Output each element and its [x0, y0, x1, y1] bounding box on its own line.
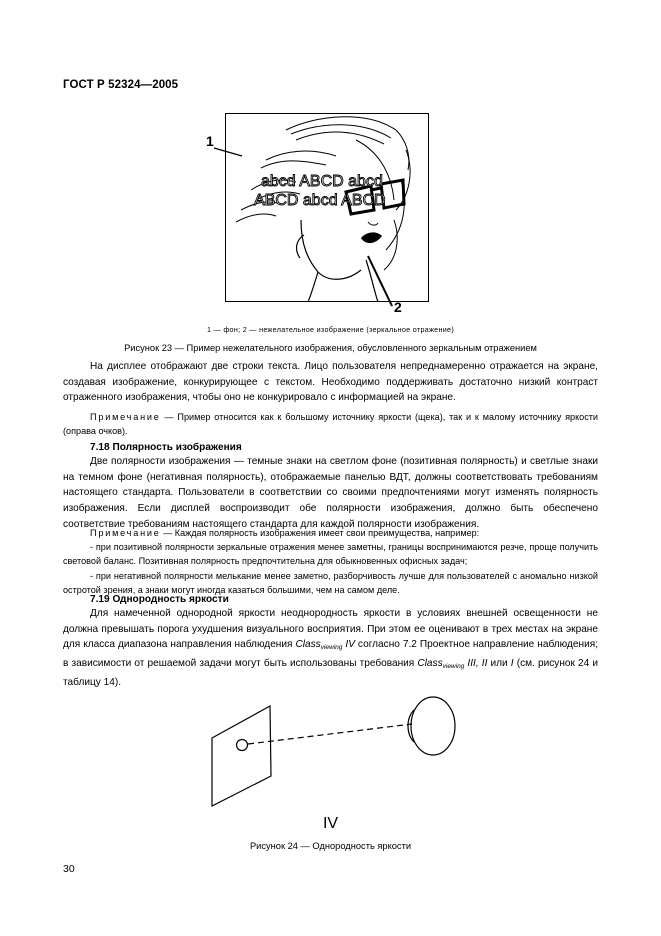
section-7-19-heading: 7.19 Однородность яркости — [90, 594, 229, 605]
section-7-18-text: Две полярности изображения — темные знаки на светлом фоне (позитивная полярность) и светлые знаки на темном фоне (негативная полярность), отображаемые панелью ВДТ, должны соответствовать требованиям настоящего стандарта. Пользователи в соответствии со своими предпочтениями могут изменять полярность изображения. Если дисплей воспроизводит обе полярности изображения, должно быть обеспечено соответствие требованиям настоящего стандарта для каждой полярности изображения. — [63, 456, 598, 530]
mouth-drawing — [361, 232, 382, 243]
note-1-text: — Пример относится как к большому источнику яркости (щека), так и к малому источнику яркости (оправа очков). — [63, 412, 598, 437]
note-2-item-2: - при негативной полярности мелькание менее заметно, разборчивость лучше для пользователей с аномально низкой остротой зрения, а знаки могут иногда казаться большими, чем на самом деле. — [63, 571, 598, 596]
marker-2: 2 — [394, 299, 402, 315]
figure-24-caption: Рисунок 24 — Однородность яркости — [249, 841, 412, 851]
figure-24-diagram — [196, 688, 466, 828]
figure-23-legend: 1 — фон; 2 — нежелательное изображение (зеркальное отражение) — [206, 325, 455, 334]
eye-shape — [411, 697, 455, 755]
reflected-text-line-1: abcd ABCD abcd — [261, 173, 383, 190]
face-outline — [297, 220, 378, 302]
screen-plane-shape — [212, 706, 271, 806]
note-2 — [63, 526, 598, 540]
paragraph-reflection: На дисплее отображают две строки текста. Лицо пользователя непреднамеренно отражается на экране, создавая изображение, конкурирующее с текстом. Необходимо поддерживать достаточно низкий контраст отраженного изображения, чтобы оно не конкурировало с информацией на экране. — [63, 361, 598, 404]
section-7-18-heading: 7.18 Полярность изображения — [90, 442, 242, 453]
note-2-label: Примечание — [90, 528, 161, 538]
leader-line-1 — [214, 148, 242, 156]
note-1 — [63, 410, 598, 439]
note-2-text: — Каждая полярность изображения имеет свои преимущества, например: — [163, 528, 480, 538]
figure-23 — [196, 110, 436, 322]
figure-23-caption: Рисунок 23 — Пример нежелательного изображения, обусловленного зеркальным отражением — [124, 343, 537, 353]
viewing-direction-line — [248, 724, 412, 744]
marker-1: 1 — [206, 133, 214, 149]
reflected-text-line-2: ABCD abcd ABCD — [254, 192, 386, 209]
note-2-item-1: - при позитивной полярности зеркальные отражения менее заметны, границы воспринимаются резче, проще получить световой баланс. Позитивная полярность предпочтительна для обыкновенных офисных задач; — [63, 542, 598, 567]
standard-header: ГОСТ Р 52324—2005 — [63, 79, 179, 91]
note-1-label: Примечание — [90, 412, 161, 422]
figure-24-label: IV — [322, 815, 339, 832]
face-reflection-illustration — [196, 110, 436, 322]
section-7-19-text: Для намеченной однородной яркости неоднородность яркости в условиях внешней освещенности не должна превышать порога ухудшения визуального восприятия. При этом ее оценивают в трех местах на экране для класса диапазона направления наблюдения Class$_{viewing}$ IV согласно 7.2 Проектное направление наблюдения; в зависимости от решаемой задачи могут быть использованы требования Class$_{viewing}$ III, II или I (см. рисунок 24 и таблицу 14). — [63, 608, 599, 688]
page-number: 30 — [63, 863, 75, 875]
measurement-point-shape — [237, 740, 248, 751]
